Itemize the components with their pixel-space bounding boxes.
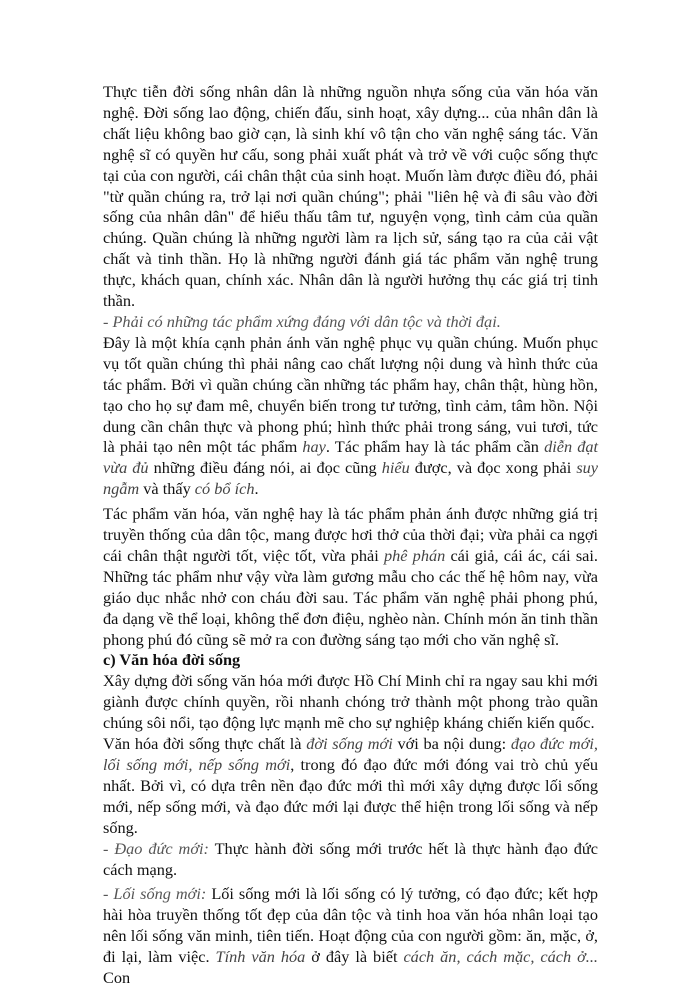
text-run: và thấy bbox=[139, 479, 195, 499]
text-run: những điều đáng nói, ai đọc cũng bbox=[148, 458, 382, 478]
text-run: , trong đó đạo đức mới đóng vai trò chủ yếu nhất. Bởi vì, có dựa trên nền đạo đức mới thì mới xây dựng được lối sống mới, nếp sống mới, và đạo đức mới lại được thể hiện trong lối sống và nếp sống. bbox=[103, 755, 598, 837]
paragraph-good-works bbox=[103, 504, 598, 650]
emphasis-suy-ngam: suy ngẫm bbox=[103, 458, 599, 499]
paragraph-new-ethics bbox=[103, 839, 598, 881]
paragraph-new-life: Xây dựng đời sống văn hóa mới được Hồ Chí Minh chỉ ra ngay sau khi mới giành được chính quyền, rồi nhanh chóng trở thành một phong trào quần chúng sôi nổi, tạo động lực mạnh mẽ cho sự nghiệp kháng chiến kiến quốc. bbox=[103, 671, 598, 733]
paragraph-new-lifestyle bbox=[103, 884, 598, 989]
text-run: Văn hóa đời sống thực chất là bbox=[103, 734, 307, 754]
label-loi-song-moi: - Lối sống mới: bbox=[103, 884, 207, 904]
emphasis-three-contents: đạo đức mới, lối sống mới, nếp sống mới bbox=[103, 734, 598, 774]
body-text bbox=[103, 82, 598, 989]
emphasis-doi-song-moi: đời sống mới bbox=[306, 734, 393, 754]
text-run: được, và đọc xong phải bbox=[409, 458, 577, 478]
text-run: Thực hành đời sống mới trước hết là thực hành đạo đức cách mạng. bbox=[103, 838, 598, 879]
emphasis-hieu: hiểu bbox=[381, 458, 410, 478]
paragraph-text: Thực tiễn đời sống nhân dân là những nguồn nhựa sống của văn hóa văn nghệ. Đời sống lao động, chiến đấu, sinh hoạt, xây dựng... của nhân dân là chất liệu không bao giờ cạn, là sinh khí vô tận cho văn nghệ sáng tác. Văn nghệ sĩ có quyền hư cấu, song phải xuất phát và trở về với cuộc sống thực tại của con người, cái chân thật của sinh hoạt. Muốn làm được điều đó, phải "từ quần chúng ra, trở lại nơi quần chúng"; phải "liên hệ và đi sâu vào đời sống của nhân dân" để hiểu thấu tâm tư, nguyện vọng, tình cảm của quần chúng. Quần chúng là những người làm ra lịch sử, sáng tạo ra của cải vật chất và tinh thần. Họ là những người đánh giá tác phẩm văn nghệ trung thực, khách quan, chính xác. Nhân dân là người hưởng thụ các giá trị tinh thần. bbox=[103, 82, 598, 311]
paragraph-people-life bbox=[103, 82, 598, 312]
note-worthy-works: - Phải có những tác phẩm xứng đáng với dân tộc và thời đại. bbox=[103, 311, 501, 331]
paragraph-culture-of-life bbox=[103, 734, 598, 839]
emphasis-hay: hay bbox=[302, 437, 326, 457]
text-run: Lối sống mới là lối sống có lý tưởng, có đạo đức; kết hợp hài hòa truyền thống tốt đẹp của dân tộc và tinh hoa văn hóa nhân loại tạo nên lối sống văn minh, tiên tiến. Hoạt động của con người gồm: ăn, mặc, ở, đi lại, làm việc. bbox=[103, 884, 598, 967]
text-run: . Tác phẩm hay là tác phẩm cần bbox=[325, 437, 545, 457]
text-run: Đây là một khía cạnh phản ánh văn nghệ phục vụ quần chúng. Muốn phục vụ tốt quần chúng thì phải nâng cao chất lượng nội dung và hình thức của tác phẩm. Bởi vì quần chúng cần những tác phẩm hay, chân thật, hùng hồn, tạo cho họ sự đam mê, chuyển biến trong tư tưởng, tình cảm, tâm hồn. Nội dung cần chân thực và phong phú; hình thức phải trong sáng, vui tươi, tức là phải tạo nên một tác phẩm bbox=[103, 332, 598, 457]
emphasis-bo-ich: có bổ ích bbox=[194, 479, 255, 499]
paragraph-serve-masses bbox=[103, 333, 598, 500]
emphasis-cach-an-mac-o: cách ăn, cách mặc, cách ở... bbox=[403, 947, 598, 967]
section-heading: c) Văn hóa đời sống bbox=[103, 650, 241, 670]
text-run: với ba nội dung: bbox=[392, 734, 511, 754]
label-dao-duc-moi: - Đạo đức mới: bbox=[103, 838, 209, 858]
text-run: cái giả, cái ác, cái sai. Những tác phẩm như vậy vừa làm gương mẫu cho các thế hệ hôm nay, vừa giáo dục nhắc nhở con cháu đời sau. Tác phẩm văn nghệ phải phong phú, đa dạng về thể loại, không thể đơn điệu, nghèo nàn. Chính món ăn tinh thần phong phú đó cũng sẽ mở ra con đường sáng tạo mới cho văn nghệ sĩ. bbox=[103, 545, 598, 649]
emphasis-tinh-van-hoa: Tính văn hóa bbox=[215, 947, 306, 967]
emphasis-dien-dat: diễn đạt vừa đủ bbox=[103, 437, 598, 478]
text-run: . bbox=[254, 479, 259, 499]
text-run: Tác phẩm văn hóa, văn nghệ hay là tác phẩm phản ánh được những giá trị truyền thống của dân tộc, mang được hơi thở của thời đại; vừa phải ca ngợi cái chân thật người tốt, việc tốt, vừa phải bbox=[103, 504, 598, 565]
text-run: ở đây là biết bbox=[305, 947, 404, 967]
text-run: Con bbox=[103, 968, 131, 988]
emphasis-phe-phan: phê phán bbox=[383, 545, 446, 565]
